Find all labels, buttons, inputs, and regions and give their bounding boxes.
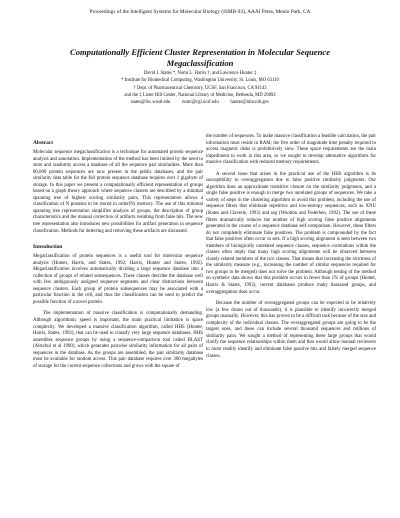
introduction-heading: Introduction <box>33 244 63 251</box>
abstract-heading: Abstract <box>33 140 54 146</box>
author-block <box>20 70 380 106</box>
intro-paragraph-1: Megaclassification of protein sequences is a useful tool for molecular sequence analysis (Hunter, Harris, and States, 1992; Harris, Hunter and States, 1992). Megaclassification involves automatically dividing a large sequence database into a collection of groups of related subsequences. These classes describe the database well with few ambiguously assigned sequence segments and clear distinctions between sequence clusters. Each group of protein subsequences may be associated with a particular function in the cell, and thus the classification can be used to predict the possible function of a novel protein. <box>33 254 203 305</box>
author-names: David J. States *, Nomi L. Harris †, and Lawrence Hunter ‡ <box>143 71 257 76</box>
right-paragraph-2: A second issue that arises in the practical use of the HHS algorithm is its susceptibility to overaggregation due to false positive similarity judgments. Our algorithm does an approximate transitive closure on the similarity judgments, and a single false positive is enough to merge two unrelated groups of sequences. We take a variety of steps in the clustering algorithm to avoid this problem, including the use of sequence filters that eliminate repetitive and low-entropy sequences, such as XNU (States and Claverie, 1993) and seg (Wootton and Federhen, 1992). The use of these filters dramatically reduces the number of high scoring false positive alignments generated in the course of a sequence database self-comparison. However, these filters do not completely eliminate false positives. The problem is compounded by the fact that false positives often occur in sets. If a high scoring alignment is seen between two members of biologically unrelated sequence classes, sequence correlations within the classes often imply that many high scoring alignments will be observed between closely related members of the two classes. That means that increasing the strictness of the similarity measure (e.g., increasing the number of similar sequences required for two groups to be merged) does not solve the problem. Although testing of the method on synthetic data shows that this problem occurs in fewer than 1% of groups (Hunter, Harris & States, 1992), current databases produce many thousand groups, and overaggregation does occur. <box>206 171 376 295</box>
right-column <box>206 134 376 365</box>
affiliation-1: * Institute for Biomedical Computing, Washington University, St. Louis, MO 63110 <box>121 78 279 84</box>
abstract-text: Molecular sequence megaclassification is a technique for automated protein sequence analysis and annotation. Implementation of the method has been limited by the need to store and randomly access a database of all the sequence pair similarities. More than 80,000 protein sequences are now present in the public databases, and the pair similarity data table for the full protein sequence database requires over 1 gigabyte of storage. In this paper we present a computationally efficient representation of groups based on a graph theory approach where sequence clusters are described by a minimal spanning tree of highest scoring similarity pairs. This representation allows a classification of N proteins to be stored in order(N) memory. The use of this minimal spanning tree representation simplifies analysis of groups, the description of group characteristics and the manual correction of artifacts resulting from false hits. The new tree representation also introduces new possibilities for artifact generation in sequence classification. Methods for detecting and removing these artifacts are discussed. <box>33 150 203 234</box>
intro-paragraph-2: The implementation of massive classification is computationally demanding. Although algorithmic speed is important, the main practical limitation is space complexity. We developed a massive classification algorithm, called HHS (Hunter, Harris, States, 1992), that can be used to classify very large sequence databases. HHS assembles sequence groups by using a sequence-comparison tool called BLAST (Altschul et al 1990), which generates pairwise similarity information for all pairs of sequences in the database. As the groups are assembled, the pair similarity database must be available for random access. This pair database requires over 300 megabytes of storage for the current sequence collections and grows with the square of <box>33 311 203 369</box>
right-paragraph-3: Because the number of overaggregated groups can be expected to be relatively low (a few dozen out of thousands), it is plausible to identify incorrectly merged groups manually. However, this has proven to be a difficult task because of the size and complexity of the individual classes. The overaggregated groups are going to be the largest ones, and these can include several thousand sequences and millions of similarity pairs. We sought a method of representing these large groups that would clarify the sequence relationships within them and that would allow manual reviewers to more readily identify and eliminate false positive hits and falsely merged sequence classes. <box>206 301 376 359</box>
author-emails: states@ibc.wustl.edu nomi@cgl.ucsf.edu hunter@nlm.nih.gov <box>130 100 270 106</box>
paper-title: Computationally Efficient Cluster Representation in Molecular Sequence Megaclassification <box>69 47 331 68</box>
affiliation-3: and the ‡ Lister Hill Center, National Library of Medicine, Bethesda, MD 20892 <box>124 92 276 98</box>
proceedings-header: Proceedings of the Intelligent Systems for Molecular Biology (ISMB-93), AAAI Press, Menlo Park, CA <box>89 9 311 15</box>
left-column <box>33 140 203 375</box>
affiliation-2: † Dept. of Pharmaceutical Chemistry, UCSF, San Francisco, CA 94143 <box>133 85 267 91</box>
right-paragraph-1: the number of sequences. To make massive classification a feasible calculation, the pair information must reside in RAM; the five order of magnitude time penalty required to access magnetic disks is prohibitively slow. These space requirements are the main impediment to work in this area, so we sought to develop alternative algorithms for massive classification with reduced memory requirements. <box>206 134 376 166</box>
